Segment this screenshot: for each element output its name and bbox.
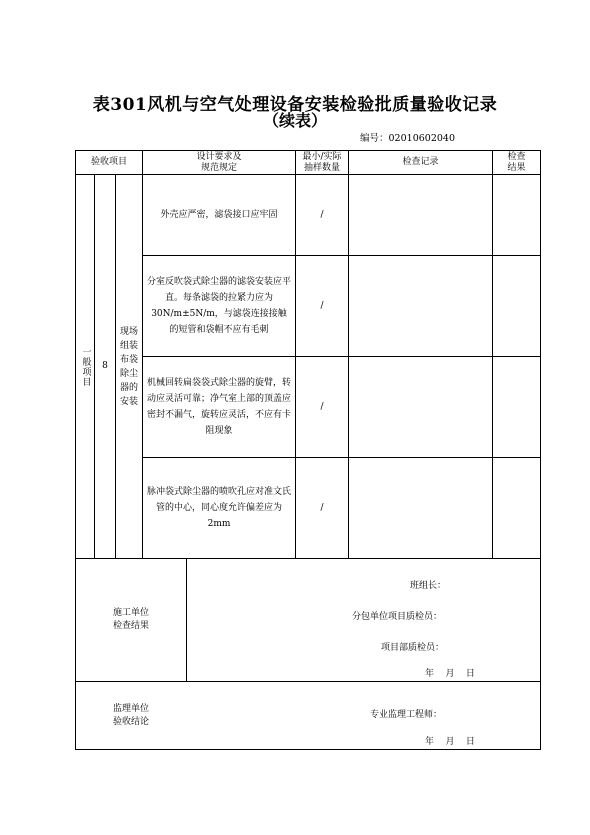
table-row-2-record[interactable]: [349, 256, 492, 356]
table-row-1-requirement: 外壳应严密，滤袋接口应牢固: [160, 210, 278, 220]
doc-number: [360, 130, 455, 144]
header-design-line1: 设计要求及: [196, 151, 242, 162]
subject-cell: [116, 175, 142, 558]
supervision-engineer-label: 专业监理工程师：: [370, 710, 443, 720]
project-inspector-label: 项目部质检员：: [381, 643, 445, 653]
table-row-2-requirement: 分室反吹袋式除尘器的滤袋安装应平直。每条滤袋的拉紧力应为30N/m±5N/m，与滤袋连接接触的短管和袋帽不应有毛刺: [147, 277, 292, 335]
construction-date: 年 月 日: [425, 669, 475, 679]
header-item: 验收项目: [90, 157, 127, 167]
table-row-1-result[interactable]: [493, 175, 540, 255]
header-design-line2: 规范规定: [200, 162, 237, 173]
doc-number-label: 编号：: [360, 133, 389, 144]
table-row-4-result[interactable]: [493, 458, 540, 558]
doc-number-value: 02010602040: [388, 133, 456, 144]
header-sample-line2: 抽样数量: [303, 162, 340, 173]
table-row-1-record[interactable]: [349, 175, 492, 255]
header-sample: [296, 151, 348, 174]
supervision-label-line1: 监理单位: [112, 703, 149, 714]
subject-label: 现场组装布袋除尘器的安装: [119, 326, 138, 407]
page-title: 表301风机与空气处理设备安装检验批质量验收记录: [92, 95, 498, 115]
table-row-1-sample: /: [320, 209, 324, 220]
supervision-label: [76, 682, 186, 749]
table-row-3-requirement: 机械回转扁袋袋式除尘器的旋臂，转动应灵活可靠；净气室上部的顶盖应密封不漏气，旋转应灵活，不应有卡阻现象: [147, 378, 292, 436]
table-row-3-sample: /: [320, 401, 324, 412]
header-result-line2: 结果: [507, 162, 526, 173]
header-design: [143, 151, 295, 174]
header-result: [493, 151, 540, 174]
team-leader-label: 班组长：: [410, 581, 447, 591]
page-subtitle: （续表）: [262, 111, 327, 130]
construction-label-line2: 检查结果: [112, 621, 149, 631]
table-row-4-sample: /: [320, 502, 324, 513]
header-sample-line1: 最小/实际: [302, 151, 342, 162]
category-cell: [76, 175, 94, 558]
table-row-3-record[interactable]: [349, 357, 492, 457]
table-row-2-result[interactable]: [493, 256, 540, 356]
category-label: 一般项目: [80, 346, 91, 387]
table-row-2-sample: /: [320, 300, 324, 311]
supervision-label-line2: 验收结论: [112, 716, 149, 727]
item-number: 8: [102, 361, 108, 371]
construction-label: [76, 559, 186, 681]
table-row-4-requirement: 脉冲袋式除尘器的喷吹孔应对准文氏管的中心，同心度允许偏差应为2mm: [147, 487, 292, 529]
table-row-3-result[interactable]: [493, 357, 540, 457]
table-row-4-record[interactable]: [349, 458, 492, 558]
header-result-line1: 检查: [507, 151, 526, 162]
header-record: 检查记录: [402, 157, 439, 167]
supervision-date: 年 月 日: [425, 737, 475, 747]
construction-label-line1: 施工单位: [112, 608, 149, 618]
sub-inspector-label: 分包单位项目质检员：: [352, 612, 443, 622]
